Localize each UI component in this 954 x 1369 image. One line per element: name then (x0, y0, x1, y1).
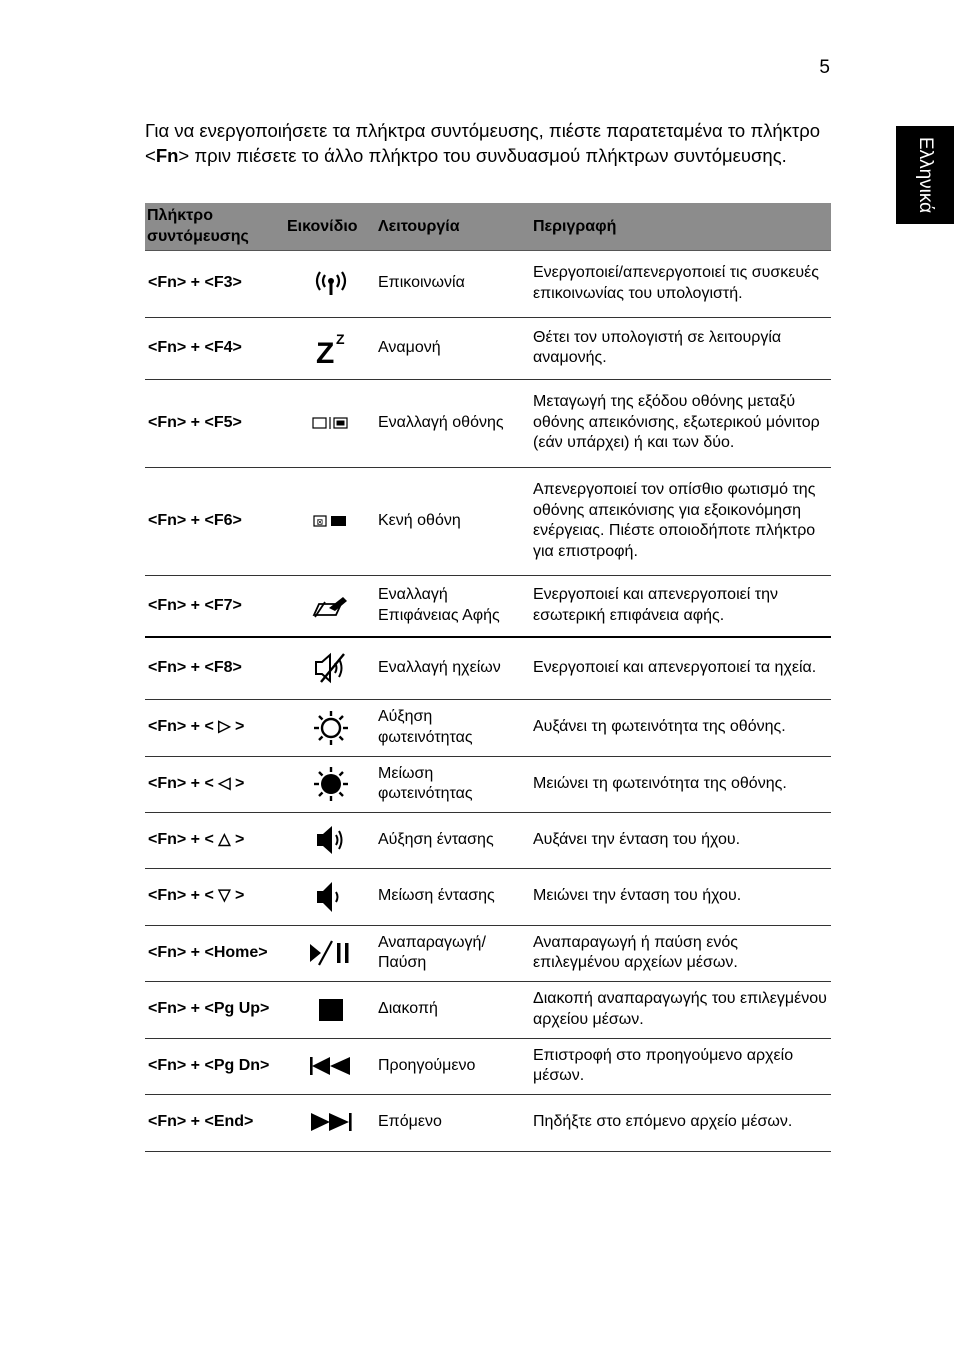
table-row (145, 379, 831, 467)
description-cell: Αναπαραγωγή ή παύση ενός επιλεγμένου αρχείων μέσων. (531, 925, 831, 981)
hotkey-cell: <Fn> + <F8> (145, 637, 285, 699)
hotkey-cell: <Fn> + <Pg Up> (145, 981, 285, 1038)
intro-text-1: Για να ενεργοποιήσετε τα πλήκτρα συντόμευσης, πιέστε παρατεταμένα το πλήκτρο < (145, 120, 821, 166)
function-cell: Αύξηση φωτεινότητας (376, 699, 531, 756)
language-tab-label: Ελληνικά (915, 136, 936, 214)
hotkey-cell: <Fn> + < ◁ > (145, 756, 285, 812)
table-row (145, 467, 831, 575)
table-row (145, 1094, 831, 1151)
table-row (145, 637, 831, 699)
function-cell: Αύξηση έντασης (376, 812, 531, 868)
function-cell: Εναλλαγή Επιφάνειας Αφής (376, 575, 531, 637)
table-row (145, 868, 831, 925)
hotkey-cell: <Fn> + <F7> (145, 575, 285, 637)
hotkey-cell: <Fn> + < ▽ > (145, 868, 285, 925)
table-header-row (145, 203, 831, 250)
intro-text-2: > πριν πιέσετε το άλλο πλήκτρο του συνδυασμού πλήκτρων συντόμευσης. (178, 145, 787, 166)
description-cell: Μεταγωγή της εξόδου οθόνης μεταξύ οθόνης απεικόνισης, εξωτερικού μόνιτορ (εάν υπάρχει) ή και των δύο. (531, 379, 831, 467)
function-cell: Προηγούμενο (376, 1038, 531, 1094)
hotkey-cell: <Fn> + <F6> (145, 467, 285, 575)
header-description: Περιγραφή (531, 203, 831, 250)
brightness-down-icon (311, 764, 351, 804)
function-cell: Διακοπή (376, 981, 531, 1038)
header-shortcut: Πλήκτρο συντόμευσης (145, 203, 285, 250)
table-row (145, 317, 831, 379)
hotkey-cell: <Fn> + <End> (145, 1094, 285, 1151)
table-row (145, 981, 831, 1038)
description-cell: Πηδήξτε στο επόμενο αρχείο μέσων. (531, 1094, 831, 1151)
page-number: 5 (819, 57, 830, 78)
play-pause-icon (308, 940, 354, 966)
table-row (145, 699, 831, 756)
function-cell: Μείωση φωτεινότητας (376, 756, 531, 812)
table-row (145, 250, 831, 317)
header-function: Λειτουργία (376, 203, 531, 250)
description-cell: Επιστροφή στο προηγούμενο αρχείο μέσων. (531, 1038, 831, 1094)
hotkey-cell: <Fn> + <F5> (145, 379, 285, 467)
description-cell: Αυξάνει τη φωτεινότητα της οθόνης. (531, 699, 831, 756)
description-cell: Ενεργοποιεί και απενεργοποιεί τα ηχεία. (531, 637, 831, 699)
description-cell: Θέτει τον υπολογιστή σε λειτουργία αναμονής. (531, 317, 831, 379)
svg-text:⊠: ⊠ (316, 517, 323, 527)
next-track-icon (308, 1112, 354, 1132)
hotkey-cell: <Fn> + < △ > (145, 812, 285, 868)
svg-text:Z: Z (335, 331, 345, 347)
screen-blank-icon (311, 513, 351, 529)
table-row (145, 756, 831, 812)
hotkey-cell: <Fn> + <Pg Dn> (145, 1038, 285, 1094)
intro-key-fn: Fn (155, 145, 179, 166)
hotkey-cell: <Fn> + <F4> (145, 317, 285, 379)
hotkey-table (145, 203, 831, 1152)
description-cell: Μειώνει τη φωτεινότητα της οθόνης. (531, 756, 831, 812)
volume-down-icon (311, 879, 351, 915)
table-row (145, 812, 831, 868)
description-cell: Μειώνει την ένταση του ήχου. (531, 868, 831, 925)
description-cell: Ενεργοποιεί/απενεργοποιεί τις συσκευές επικοινωνίας του υπολογιστή. (531, 250, 831, 317)
description-cell: Διακοπή αναπαραγωγής του επιλεγμένου αρχείου μέσων. (531, 981, 831, 1038)
intro-paragraph (145, 118, 835, 168)
table-row (145, 575, 831, 637)
language-tab (896, 126, 954, 224)
function-cell: Επικοινωνία (376, 250, 531, 317)
hotkey-cell: <Fn> + < ▷ > (145, 699, 285, 756)
table-row (145, 925, 831, 981)
svg-text:Z: Z (315, 337, 334, 366)
sleep-icon (313, 330, 349, 366)
function-cell: Αναπαραγωγή/ Παύση (376, 925, 531, 981)
hotkey-cell: <Fn> + <Home> (145, 925, 285, 981)
description-cell: Αυξάνει την ένταση του ήχου. (531, 812, 831, 868)
function-cell: Μείωση έντασης (376, 868, 531, 925)
speaker-mute-icon (311, 651, 351, 685)
description-cell: Απενεργοποιεί τον οπίσθιο φωτισμό της οθόνης απεικόνισης για εξοικονόμηση ενέργειας. Πιέστε οποιοδήποτε πλήκτρο για επιστροφή. (531, 467, 831, 575)
function-cell: Εναλλαγή οθόνης (376, 379, 531, 467)
description-cell: Ενεργοποιεί και απενεργοποιεί την εσωτερική επιφάνεια αφής. (531, 575, 831, 637)
previous-track-icon (308, 1056, 354, 1076)
volume-up-icon (311, 823, 351, 857)
hotkey-cell: <Fn> + <F3> (145, 250, 285, 317)
table-row (145, 1038, 831, 1094)
function-cell: Επόμενο (376, 1094, 531, 1151)
wireless-icon (311, 268, 351, 300)
touchpad-toggle-icon (311, 592, 351, 620)
function-cell: Εναλλαγή ηχείων (376, 637, 531, 699)
function-cell: Κενή οθόνη (376, 467, 531, 575)
stop-icon (318, 999, 344, 1021)
display-toggle-icon (311, 415, 351, 431)
brightness-up-icon (311, 708, 351, 748)
header-icon: Εικονίδιο (285, 203, 376, 250)
function-cell: Αναμονή (376, 317, 531, 379)
